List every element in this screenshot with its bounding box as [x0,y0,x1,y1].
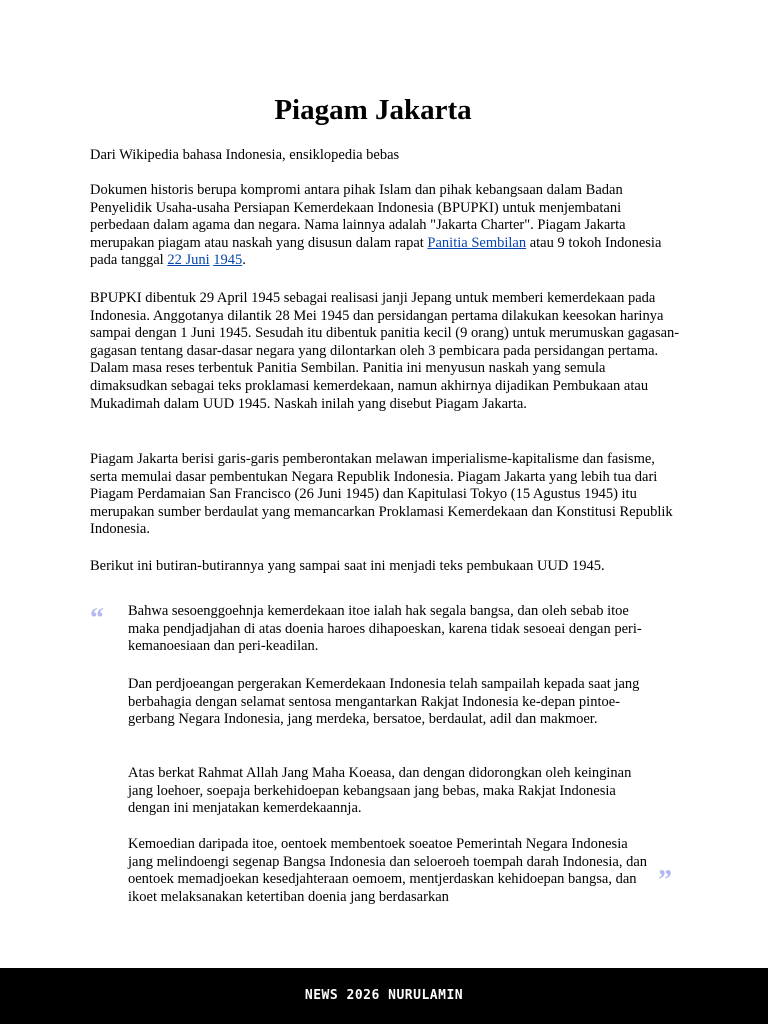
open-quote-icon: “ [90,603,104,634]
quote-paragraph-1: Bahwa sesoenggoehnja kemerdekaan itoe ialah hak segala bangsa, dan oleh sebab itoe maka pendjadjahan di atas doenia haroes dihapoeskan, karena tidak sesoeai dengan peri-kemanoesiaan dan peri-keadilan. [128,603,642,655]
bpupki-paragraph: BPUPKI dibentuk 29 April 1945 sebagai realisasi janji Jepang untuk memberi kemerdekaan pada Indonesia. Anggotanya dilantik 28 Mei 1945 dan persidangan pertama dilakukan keesokan harinya sampai dengan 1 Juni 1945. Sesudah itu dibentuk panitia kecil (9 orang) untuk merumuskan gagasan-gagasan tentang dasar-dasar negara yang dilontarkan oleh 3 pembicara pada persidangan pertama. Dalam masa reses terbentuk Panitia Sembilan. Panitia ini menyusun naskah yang semula dimaksudkan sebagai teks proklamasi kemerdekaan, namun akhirnya dijadikan Pembukaan atau Mukadimah dalam UUD 1945. Naskah inilah yang disebut Piagam Jakarta. [90,290,680,412]
quote-paragraph-3: Atas berkat Rahmat Allah Jang Maha Koeasa, dan dengan didorongkan oleh keinginan jang loehoer, soepaja berkehidoepan kebangsaan jang bebas, maka Rakjat Indonesia dengan ini menjatakan kemerdekaannja. [128,765,632,817]
content-paragraph: Piagam Jakarta berisi garis-garis pemberontakan melawan imperialisme-kapitalisme dan fasisme, serta memulai dasar pembentukan Negara Republik Indonesia. Piagam Jakarta yang lebih tua dari Piagam Perdamaian San Francisco (26 Juni 1945) dan Kapitulasi Tokyo (15 Agustus 1945) itu merupakan sumber berdaulat yang memancarkan Proklamasi Kemerdekaan dan Konstitusi Republik Indonesia. [90,451,673,538]
intro-text-a: Dokumen historis berupa kompromi antara pihak Islam dan pihak kebangsaan dalam Badan Penyelidik Usaha-usaha Persiapan Kemerdekaan Indonesia (BPUPKI) untuk menjembatani perbedaan dalam agama dan negara. Nama lainnya adalah "Jakarta Charter". Piagam Jakarta merupakan piagam atau naskah yang disusun dalam rapat [90,182,626,251]
intro-paragraph [90,182,680,270]
intro-text-d: . [242,252,246,269]
footer-bar [0,968,768,1024]
intro-text-b: atau 9 tokoh Indonesia pada tanggal [90,234,662,269]
page-title: Piagam Jakarta [274,94,472,126]
quote-paragraph-4: Kemoedian daripada itoe, oentoek membentoek soeatoe Pemerintah Negara Indonesia jang melindoengi segenap Bangsa Indonesia dan seloeroeh toempah darah Indonesia, dan oentoek memadjoekan kesedjahteraan oemoem, mentjerdaskan kehidoepan bangsa, dan ikoet melaksanakan ketertiban doenia jang berdasarkan [128,836,648,905]
footer-label: NEWS 2026 NURULAMIN [304,988,464,1003]
article-subtitle: Dari Wikipedia bahasa Indonesia, ensiklopedia bebas [90,147,400,163]
quote-paragraph-2: Dan perdjoeangan pergerakan Kemerdekaan Indonesia telah sampailah kepada saat jang berbahagia dengan selamat sentosa mengantarkan Rakjat Indonesia ke-depan pintoe-gerbang Negara Indonesia, jang merdeka, bersatoe, berdaulat, adil dan makmoer. [128,676,640,728]
date-link[interactable]: 22 Juni [167,252,210,269]
year-link[interactable]: 1945 [213,252,243,269]
close-quote-icon: ” [658,865,672,896]
lead-in-paragraph: Berikut ini butiran-butirannya yang sampai saat ini menjadi teks pembukaan UUD 1945. [90,558,605,574]
panitia-sembilan-link[interactable]: Panitia Sembilan [427,234,527,251]
